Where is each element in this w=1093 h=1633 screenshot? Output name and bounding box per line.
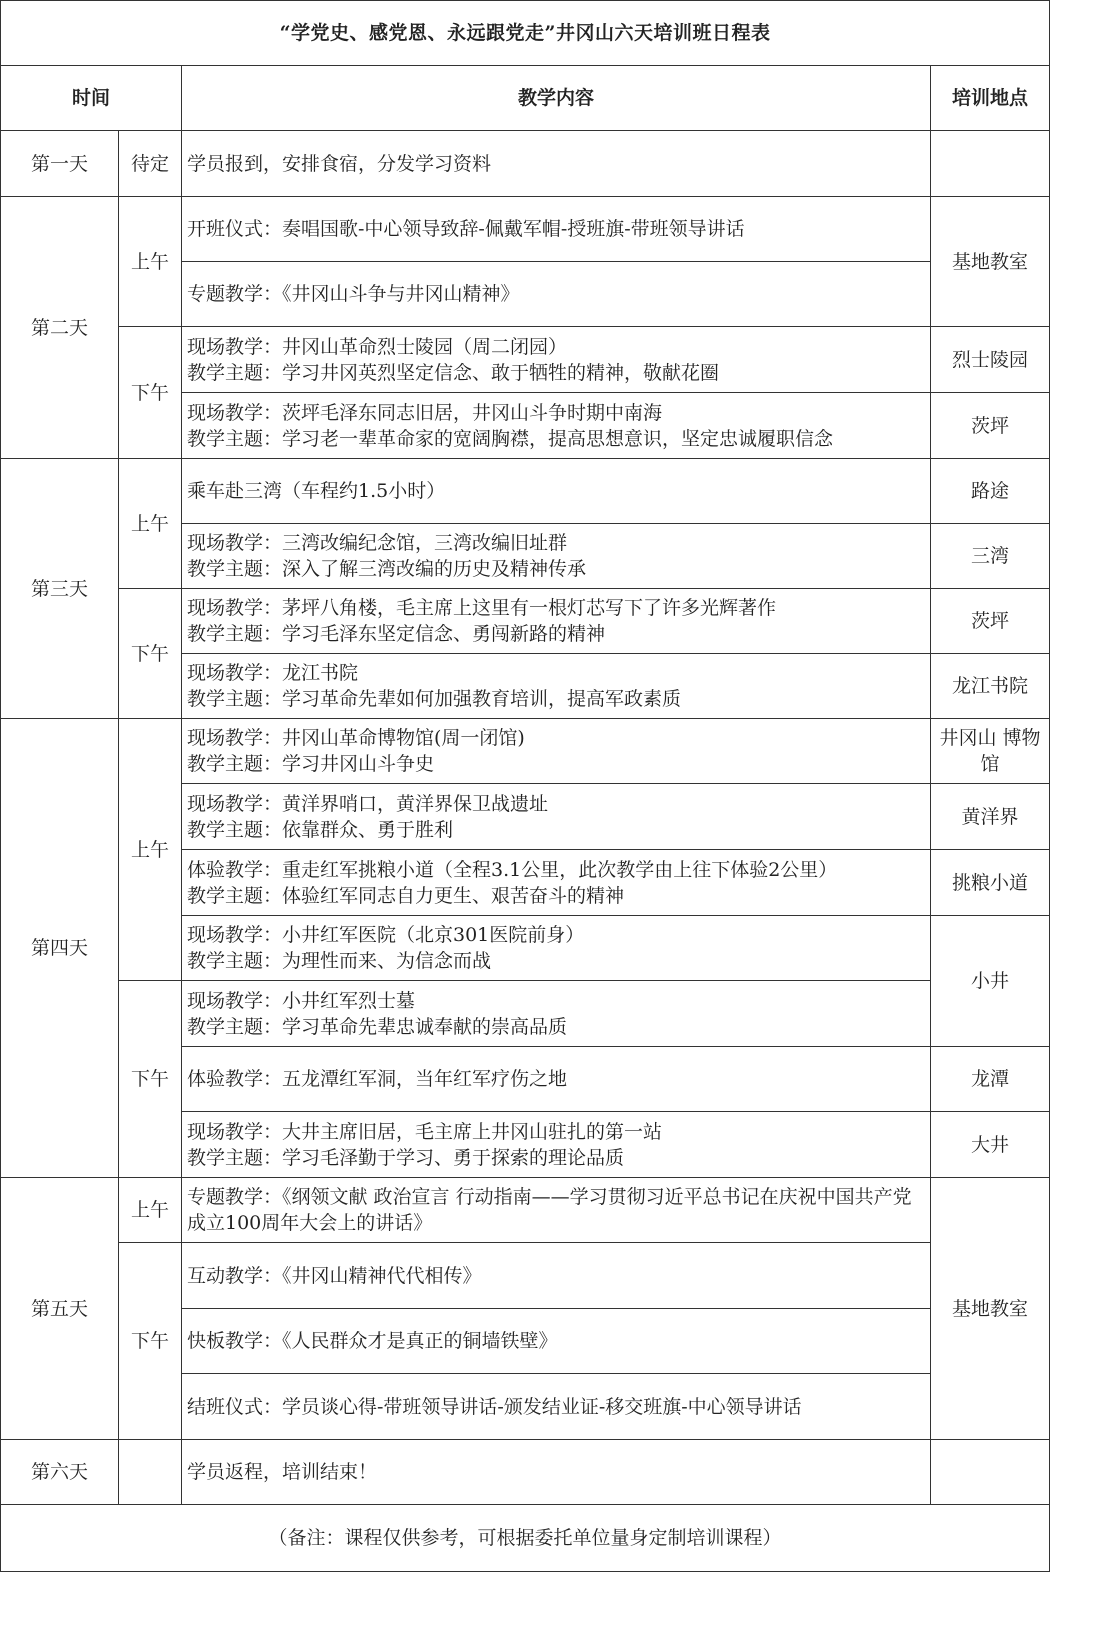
- content-line: 教学主题：为理性而来、为信念而战: [187, 950, 492, 972]
- location-cell: 基地教室: [931, 197, 1050, 327]
- content-line: 现场教学：黄洋界哨口，黄洋界保卫战遗址: [187, 792, 549, 815]
- location-line: 博物馆: [980, 727, 1041, 775]
- content-line: 体验教学：重走红军挑粮小道（全程3.1公里，此次教学由上往下体验2公里）: [187, 858, 838, 881]
- content-cell: [182, 850, 931, 916]
- content-cell: [182, 1374, 931, 1440]
- content-line: 现场教学：井冈山革命博物馆(周一闭馆): [187, 727, 525, 749]
- content-line: 现场教学：龙江书院: [187, 662, 359, 684]
- content-line: 教学主题：学习革命先辈忠诚奉献的崇高品质: [187, 1015, 568, 1038]
- content-cell: [182, 1309, 931, 1374]
- content-cell: [182, 916, 931, 981]
- content-line: 教学主题：体验红军同志自力更生、艰苦奋斗的精神: [187, 884, 625, 907]
- content-line: 现场教学：井冈山革命烈士陵园（周二闭园）: [187, 335, 568, 358]
- content-line: 学员报到，安排食宿，分发学习资料: [187, 152, 492, 175]
- content-cell: [182, 784, 931, 850]
- content-line: 互动教学：《井冈山精神代代相传》: [187, 1264, 482, 1287]
- content-cell: [182, 654, 931, 719]
- content-cell: [182, 327, 931, 393]
- location-cell: 黄洋界: [931, 784, 1050, 850]
- content-line: 学员返程，培训结束！: [187, 1461, 378, 1483]
- time-slot-am: 上午: [119, 197, 182, 327]
- location-cell: 小井: [931, 916, 1050, 1047]
- location-cell: 龙潭: [931, 1047, 1050, 1112]
- content-line: 结班仪式：学员谈心得-带班领导讲话-颁发结业证-移交班旗-中心领导讲话: [187, 1395, 802, 1418]
- location-cell: 龙江书院: [931, 654, 1050, 719]
- header-time: 时间: [1, 66, 182, 131]
- time-slot-pm: 下午: [119, 589, 182, 719]
- content-cell: [182, 1440, 931, 1505]
- content-cell: [182, 524, 931, 589]
- content-cell: [182, 1243, 931, 1309]
- content-line: 现场教学：小井红军烈士墓: [187, 989, 416, 1012]
- content-line: 专题教学：《井冈山斗争与井冈山精神》: [187, 283, 520, 305]
- content-line: 现场教学：三湾改编纪念馆，三湾改编旧址群: [187, 532, 568, 554]
- location-cell: 三湾: [931, 524, 1050, 589]
- content-line: 现场教学：茨坪毛泽东同志旧居，井冈山斗争时期中南海: [187, 401, 663, 424]
- content-line: 开班仪式：奏唱国歌-中心领导致辞-佩戴军帽-授班旗-带班领导讲话: [187, 218, 745, 240]
- day-label-5: 第五天: [1, 1178, 119, 1440]
- content-cell: [182, 459, 931, 524]
- content-cell: [182, 1047, 931, 1112]
- content-line: 教学主题：学习老一辈革命家的宽阔胸襟，提高思想意识，坚定忠诚履职信念: [187, 427, 834, 450]
- location-line: 井冈山: [939, 727, 997, 749]
- header-location: 培训地点: [931, 66, 1050, 131]
- content-line: 体验教学：五龙潭红军洞，当年红军疗伤之地: [187, 1068, 568, 1090]
- location-cell: 路途: [931, 459, 1050, 524]
- time-slot-pm: 下午: [119, 1243, 182, 1440]
- content-cell: [182, 262, 931, 327]
- content-cell: [182, 197, 931, 262]
- time-slot-6: [119, 1440, 182, 1505]
- content-line: 教学主题：学习井冈山斗争史: [187, 753, 435, 775]
- footnote: （备注：课程仅供参考，可根据委托单位量身定制培训课程）: [1, 1505, 1050, 1572]
- header-content: 教学内容: [182, 66, 931, 131]
- time-slot-am: 上午: [119, 1178, 182, 1243]
- location-cell: 基地教室: [931, 1178, 1050, 1440]
- content-cell: [182, 131, 931, 197]
- time-slot-am: 上午: [119, 459, 182, 589]
- location-cell: 大井: [931, 1112, 1050, 1178]
- content-line: 教学主题：依靠群众、勇于胜利: [187, 818, 454, 841]
- time-slot-pm: 下午: [119, 981, 182, 1178]
- location-cell: [931, 131, 1050, 197]
- time-slot-1: 待定: [119, 131, 182, 197]
- content-cell: [182, 589, 931, 654]
- location-cell: 茨坪: [931, 589, 1050, 654]
- day-label-3: 第三天: [1, 459, 119, 719]
- content-cell: [182, 981, 931, 1047]
- location-cell: 挑粮小道: [931, 850, 1050, 916]
- content-line: 现场教学：茅坪八角楼，毛主席上这里有一根灯芯写下了许多光辉著作: [187, 597, 777, 619]
- content-cell: [182, 719, 931, 784]
- day-label-1: 第一天: [1, 131, 119, 197]
- day-label-6: 第六天: [1, 1440, 119, 1505]
- content-cell: [182, 393, 931, 459]
- content-line: 教学主题：学习革命先辈如何加强教育培训，提高军政素质: [187, 688, 682, 710]
- content-line: 现场教学：小井红军医院（北京301医院前身）: [187, 924, 585, 946]
- content-cell: 专题教学：《纲领文献 政治宣言 行动指南——学习贯彻习近平总书记在庆祝中国共产党成立100周年大会上的讲话》: [182, 1178, 931, 1243]
- content-line: 乘车赴三湾（车程约1.5小时）: [187, 480, 446, 502]
- content-line: 现场教学：大井主席旧居，毛主席上井冈山驻扎的第一站: [187, 1120, 663, 1143]
- location-cell: 烈士陵园: [931, 327, 1050, 393]
- day-label-2: 第二天: [1, 197, 119, 459]
- content-line: 教学主题：学习毛泽勤于学习、勇于探索的理论品质: [187, 1146, 625, 1169]
- content-cell: [182, 1112, 931, 1178]
- content-line: 教学主题：学习井冈英烈坚定信念、敢于牺牲的精神，敬献花圈: [187, 361, 720, 384]
- content-line: 快板教学：《人民群众才是真正的铜墙铁壁》: [187, 1330, 558, 1352]
- content-line: 教学主题：学习毛泽东坚定信念、勇闯新路的精神: [187, 623, 606, 645]
- location-cell: 茨坪: [931, 393, 1050, 459]
- location-cell: [931, 719, 1050, 784]
- content-line: 教学主题：深入了解三湾改编的历史及精神传承: [187, 558, 587, 580]
- location-cell: [931, 1440, 1050, 1505]
- day-label-4: 第四天: [1, 719, 119, 1178]
- time-slot-pm: 下午: [119, 327, 182, 459]
- time-slot-am: 上午: [119, 719, 182, 981]
- page-title: “学党史、感党恩、永远跟党走”井冈山六天培训班日程表: [1, 1, 1050, 66]
